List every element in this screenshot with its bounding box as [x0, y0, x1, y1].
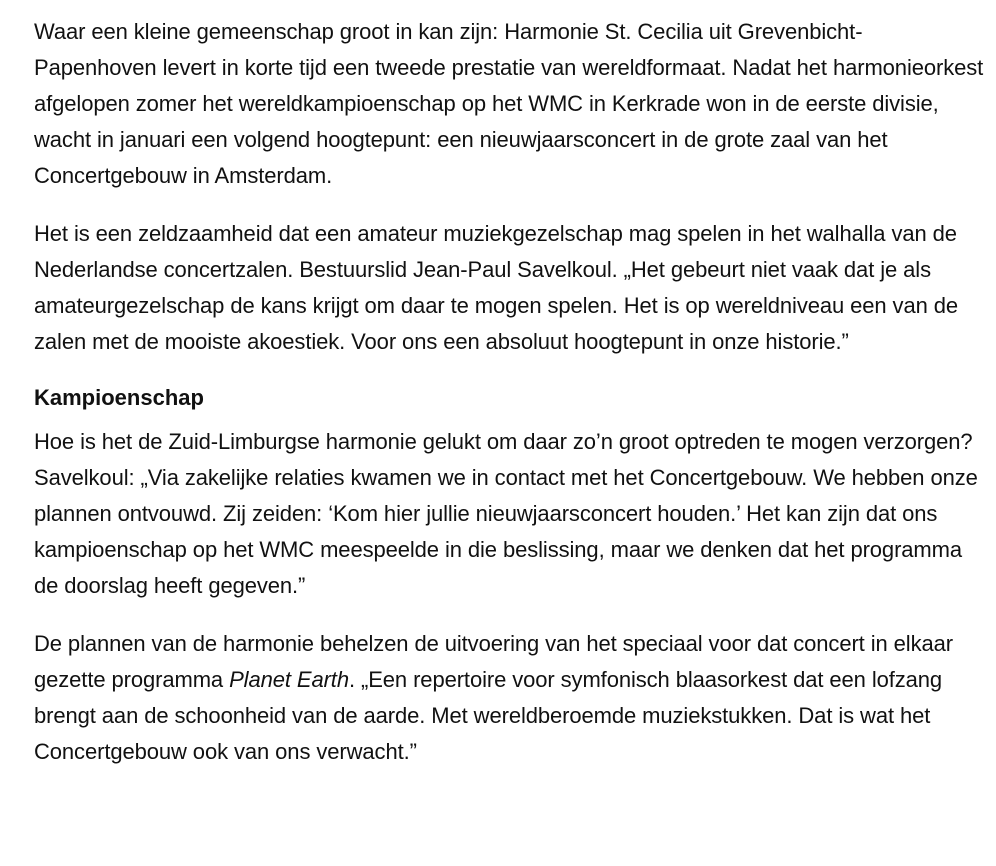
article-paragraph-program — [34, 626, 984, 770]
article-body — [34, 0, 984, 770]
paragraph-text-after-title: . „Een repertoire voor symfonisch blaasorkest dat een lofzang brengt aan de schoonheid van de aarde. Met wereldberoemde muziekstukken. Dat is wat het Concertgebouw ook van ons verwacht.” — [34, 667, 943, 764]
article-paragraph-interview: Hoe is het de Zuid-Limburgse harmonie gelukt om daar zo’n groot optreden te mogen verzorgen? Savelkoul: „Via zakelijke relaties kwamen we in contact met het Concertgebouw. We hebben onze plannen ontvouwd. Zij zeiden: ‘Kom hier jullie nieuwjaarsconcert houden.’ Het kan zijn dat ons kampioenschap op het WMC meespeelde in die beslissing, maar we denken dat het programma de doorslag heeft gegeven.” — [34, 429, 978, 598]
article-paragraph-quote: Het is een zeldzaamheid dat een amateur muziekgezelschap mag spelen in het walhalla van de Nederlandse concertzalen. Bestuurslid Jean-Paul Savelkoul. „Het gebeurt niet vaak dat je als amateurgezelschap de kans krijgt om daar te mogen spelen. Het is op wereldniveau een van de zalen met de mooiste akoestiek. Voor ons een absoluut hoogtepunt in onze historie.” — [34, 221, 959, 354]
paragraph-text-before-title: De plannen van de harmonie behelzen de uitvoering van het speciaal voor dat concert in elkaar gezette programma — [34, 631, 953, 692]
program-title: Planet Earth — [229, 667, 349, 692]
section-heading: Kampioenschap — [34, 385, 204, 410]
article-paragraph-intro: Waar een kleine gemeenschap groot in kan zijn: Harmonie St. Cecilia uit Grevenbicht-Papenhoven levert in korte tijd een tweede prestatie van wereldformaat. Nadat het harmonieorkest afgelopen zomer het wereldkampioenschap op het WMC in Kerkrade won in de eerste divisie, wacht in januari een volgend hoogtepunt: een nieuwjaarsconcert in de grote zaal van het Concertgebouw in Amsterdam. — [34, 19, 984, 188]
